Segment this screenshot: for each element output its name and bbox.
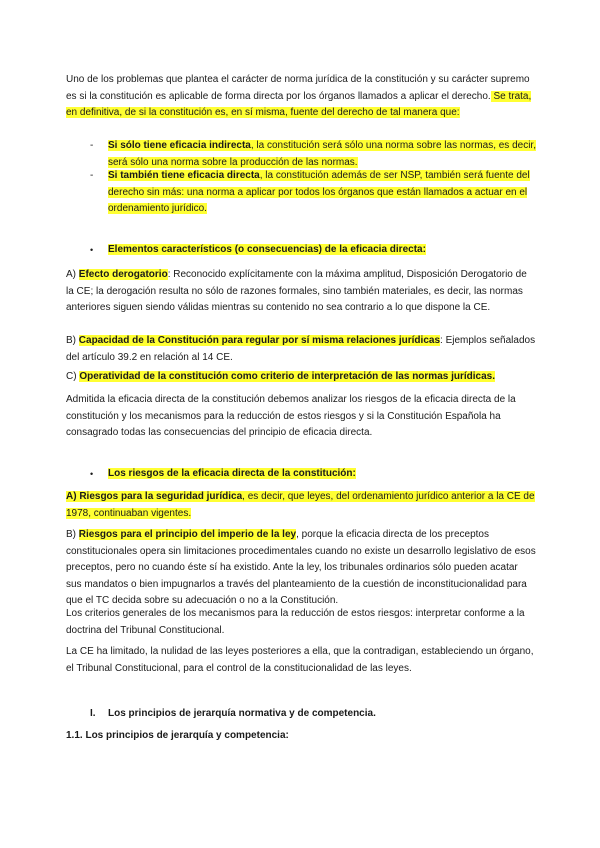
risk-b (66, 527, 536, 610)
paragraph-a-prefix: A) (66, 269, 79, 280)
bullet-heading: Los riesgos de la eficacia directa de la constitución: (108, 468, 356, 479)
heading-roman-text: Los principios de jerarquía normativa y de competencia. (108, 708, 376, 719)
bullet-riesgos (90, 466, 548, 483)
paragraph-a (66, 267, 536, 317)
heading-roman (90, 706, 376, 723)
intro-highlight: Se trata, en definitiva, de si la constitución es, en sí misma, fuente del derecho de tal manera que: (66, 90, 532, 118)
paragraph-admitida: Admitida la eficacia directa de la constitución debemos analizar los riesgos de la eficacia directa de la constitución y los mecanismos para la reducción de estos riesgos y si la Constitución Española ha consagrado todas las consecuencias del principio de eficacia directa. (66, 394, 516, 438)
dash-marker: - (90, 170, 94, 181)
dash-item-bold: Si sólo tiene eficacia indirecta (108, 140, 251, 151)
bullet-elementos (90, 242, 548, 259)
dash-marker: - (90, 140, 94, 151)
risk-b-bold: Riesgos para el principio del imperio de la ley (78, 529, 297, 540)
risk-b-prefix: B) (66, 529, 79, 540)
dash-item-bold: Si también tiene eficacia directa (108, 170, 260, 181)
paragraph-b-prefix: B) (66, 335, 79, 346)
dash-item-directa (90, 168, 548, 218)
paragraph-ce: La CE ha limitado, la nulidad de las leyes posteriores a ella, que la contradigan, estableciendo un órgano, el Tribunal Constitucional, para el control de la constitucionalidad de las leyes. (66, 646, 534, 674)
paragraph-a-bold: Efecto derogatorio (78, 269, 168, 280)
intro-paragraph (66, 72, 536, 122)
intro-text: Uno de los problemas que plantea el carácter de norma jurídica de la constitución y su carácter supremo es si la constitución es aplicable de forma directa por los órganos llamados a aplicar el derecho. (66, 74, 530, 102)
bullet-marker: • (90, 469, 94, 479)
paragraph-b (66, 333, 536, 366)
dash-item-text: , la constitución será sólo una norma sobre las normas, es decir, será sólo una norma sobre la producción de las normas. (108, 140, 536, 168)
paragraph-a-text: : Reconocido explícitamente con la máxima amplitud, Disposición Derogatorio de la CE; la derogación resulta no sólo de razones formales, sino también materiales, es decir, las normas anteriores siguen siendo válidas mientras su contenido no sea contrario a lo que dispone la CE. (66, 269, 527, 313)
paragraph-b-bold: Capacidad de la Constitución para regular por sí misma relaciones jurídicas (78, 335, 441, 346)
bullet-heading: Elementos característicos (o consecuencias) de la eficacia directa: (108, 244, 426, 255)
heading-roman-marker: I. (90, 708, 96, 719)
paragraph-c-prefix: C) (66, 371, 80, 382)
paragraph-c-bold: Operatividad de la constitución como criterio de interpretación de las normas jurídicas. (79, 371, 496, 382)
risk-a-bold: A) Riesgos para la seguridad jurídica (66, 491, 243, 502)
paragraph-criterios: Los criterios generales de los mecanismos para la reducción de estos riesgos: interpretar conforme a la doctrina del Tribunal Constitucional. (66, 608, 525, 636)
risk-a (66, 489, 536, 522)
dash-item-text: , la constitución además de ser NSP, también será fuente del derecho sin más: una norma a aplicar por todos los órganos que están llamados a actuar en el ordenamiento jurídico. (108, 170, 530, 214)
bullet-marker: • (90, 245, 94, 255)
dash-item-indirecta (90, 138, 548, 171)
paragraph-c (66, 369, 536, 386)
risk-a-text: , es decir, que leyes, del ordenamiento jurídico anterior a la CE de 1978, continuaban vigentes. (66, 491, 535, 519)
heading-sub: 1.1. Los principios de jerarquía y competencia: (66, 730, 289, 741)
risk-b-text: , porque la eficacia directa de los preceptos constitucionales opera sin limitaciones procedimentales cuando no existe un desarrollo legislativo de esos preceptos, pero no cuando éste sí ha existido. Ante la ley, los tribunales ordinarios sólo pueden acatar sus mandatos o bien impugnarlos a través del planteamiento de la cuestión de inconstitucionalidad para que el TC decida sobre su adecuación o no a la Constitución. (66, 529, 536, 606)
paragraph-b-text: : Ejemplos señalados del artículo 39.2 en relación al 14 CE. (66, 335, 536, 363)
